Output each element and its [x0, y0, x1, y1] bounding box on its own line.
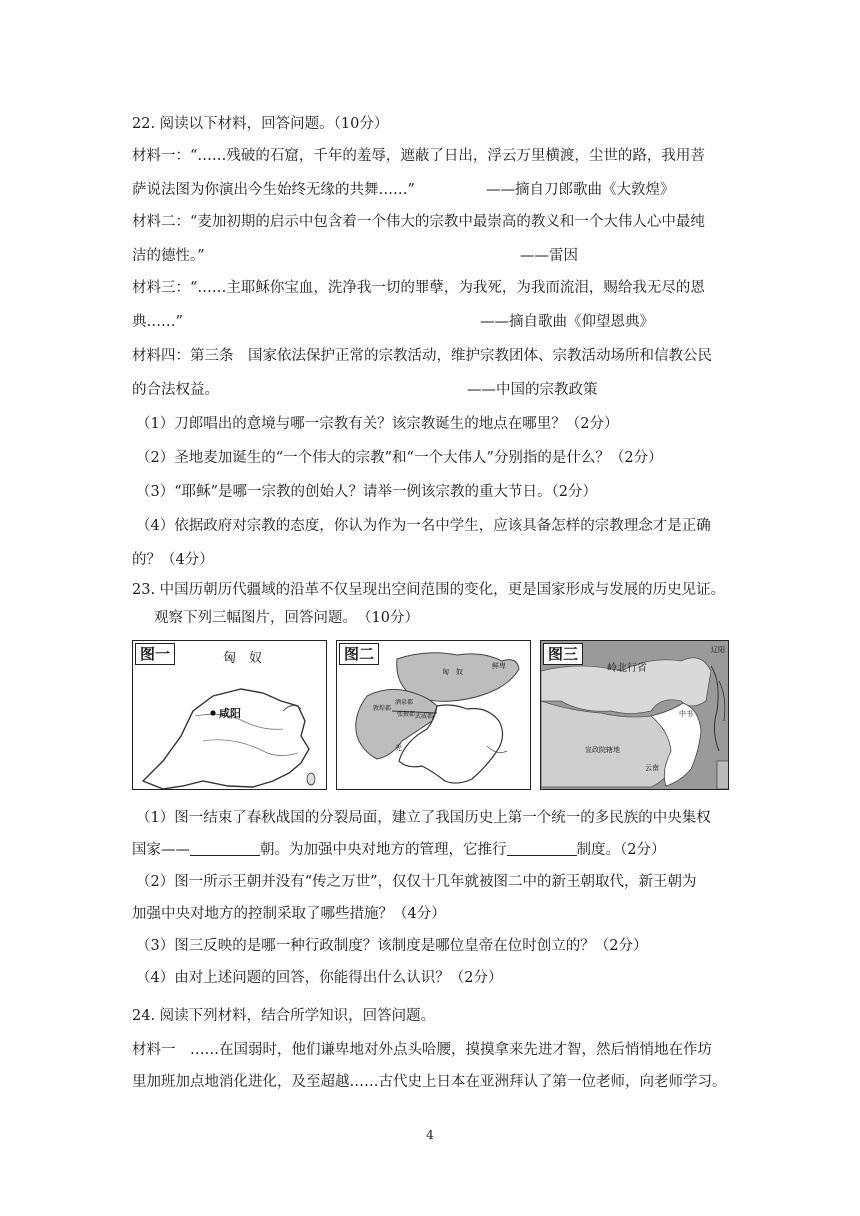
q23-question1-line2 — [132, 840, 665, 860]
q22-material2-line2: 洁的德性。” — [132, 248, 205, 264]
map-two-xianbei-label: 鲜卑 — [492, 662, 506, 670]
q24-header: 24. 阅读下列材料，结合所学知识，回答问题。 — [132, 1008, 436, 1024]
map-three-lingbei-label: 岭北行省 — [607, 663, 647, 674]
map-two-label: 图二 — [339, 643, 379, 665]
system-answer-blank[interactable] — [507, 841, 577, 856]
maps-figure — [132, 640, 729, 792]
q22-material3-line1: 材料三：“……主耶稣你宝血，洗净我一切的罪孽，为我死，为我而流泪，赐给我无尽的恩 — [132, 280, 705, 296]
map-three-liaoyang-label: 辽阳 — [711, 646, 725, 654]
map-two-qiang-label: 羌 — [395, 744, 402, 752]
map-three-zhongshu-label: 中书 — [679, 710, 693, 718]
map-one-label: 图一 — [135, 643, 175, 665]
map-two — [336, 640, 531, 790]
map-two-jiuquan-label: 酒泉郡 — [395, 699, 414, 706]
q23-question2-line2: 加强中央对地方的控制采取了哪些措施？（4分） — [132, 906, 446, 922]
q22-material4-line2: 的合法权益。 — [132, 382, 219, 398]
q23-question1-line1: （1）图一结束了春秋战国的分裂局面，建立了我国历史上第一个统一的多民族的中央集权 — [136, 810, 711, 826]
q22-question3: （3）“耶稣”是哪一宗教的创始人？请举一例该宗教的重大节日。（2分） — [136, 484, 598, 500]
map-one-xianyang-label: 咸阳 — [219, 707, 241, 720]
q22-header: 22. 阅读以下材料，回答问题。（10分） — [132, 116, 389, 132]
q22-material1-source: ——摘自刀郎歌曲《大敦煌》 — [486, 182, 675, 198]
q22-material1-line1: 材料一：“……残破的石窟，千年的羞辱，遮蔽了日出，浮云万里横渡，尘世的路，我用菩 — [132, 148, 705, 164]
q22-question4-line2: 的？（4分） — [132, 552, 214, 568]
q22-material3-line2: 典……” — [132, 314, 183, 330]
q22-material1-line2: 萨说法图为你演出今生始终无缘的共舞……” — [132, 182, 415, 198]
map-two-xiongnu-label: 匈 奴 — [442, 668, 463, 676]
map-three — [540, 640, 729, 790]
map-three-yunnan-label: 云南 — [645, 764, 659, 772]
q22-material2-line1: 材料二：“麦加初期的启示中包含着一个伟大的宗教中最崇高的教义和一个大伟人心中最纯 — [132, 214, 705, 230]
q23-question1-part3: 制度。（2分） — [576, 842, 666, 858]
q22-material4-source: ——中国的宗教政策 — [467, 382, 598, 398]
q23-question3: （3）图三反映的是哪一种行政制度？该制度是哪位皇帝在位时创立的？（2分） — [136, 938, 648, 954]
q23-question4: （4）由对上述问题的回答，你能得出什么认识？（2分） — [136, 970, 503, 986]
map-two-zhangye-label: 张掖郡 — [397, 711, 416, 718]
dynasty-answer-blank[interactable] — [190, 841, 260, 856]
q22-material2-source: ——雷因 — [520, 248, 578, 264]
q23-intro: 观察下列三幅图片，回答问题。 （10分） — [154, 610, 419, 626]
q23-header: 23. 中国历朝历代疆域的沿革不仅呈现出空间范围的变化，更是国家形成与发展的历史见证。 — [132, 582, 726, 598]
q23-question1-part2: 朝。为加强中央对地方的管理，它推行 — [260, 842, 507, 858]
map-one — [132, 640, 327, 790]
q22-material4-line1: 材料四：第三条 国家依法保护正常的宗教活动，维护宗教团体、宗教活动场所和信教公民 — [132, 348, 712, 364]
q22-question1: （1）刀郎唱出的意境与哪一宗教有关？该宗教诞生的地点在哪里？（2分） — [136, 416, 619, 432]
q23-question2-line1: （2）图一所示王朝并没有“传之万世”，仅仅十几年就被图二中的新王朝取代，新王朝为 — [136, 874, 697, 890]
page-number: 4 — [426, 1128, 434, 1142]
map-two-dunhuang-label: 敦煌郡 — [373, 705, 392, 712]
map-three-label: 图三 — [543, 643, 583, 665]
q24-material1-line1: 材料一 ……在国弱时，他们谦卑地对外点头哈腰，摸摸拿来先进才智，然后悄悄地在作坊 — [132, 1042, 712, 1058]
q22-question4-line1: （4）依据政府对宗教的态度，你认为作为一名中学生，应该具备怎样的宗教理念才是正确 — [136, 518, 711, 534]
q24-material1-line2: 里加班加点地消化进化，及至超越……古代史上日本在亚洲拜认了第一位老师，向老师学习。 — [132, 1074, 727, 1090]
map-two-wuwei-label: 武威郡 — [415, 713, 434, 720]
q23-question1-part1: 国家—— — [132, 842, 190, 858]
q22-question2: （2）圣地麦加诞生的“一个伟大的宗教”和“一个大伟人”分别指的是什么？（2分） — [136, 450, 663, 466]
map-three-xuanzheng-label: 宣政院辖地 — [585, 746, 620, 754]
map-one-xiongnu-label: 匈 奴 — [223, 651, 263, 666]
q22-material3-source: ——摘自歌曲《仰望恩典》 — [480, 314, 654, 330]
